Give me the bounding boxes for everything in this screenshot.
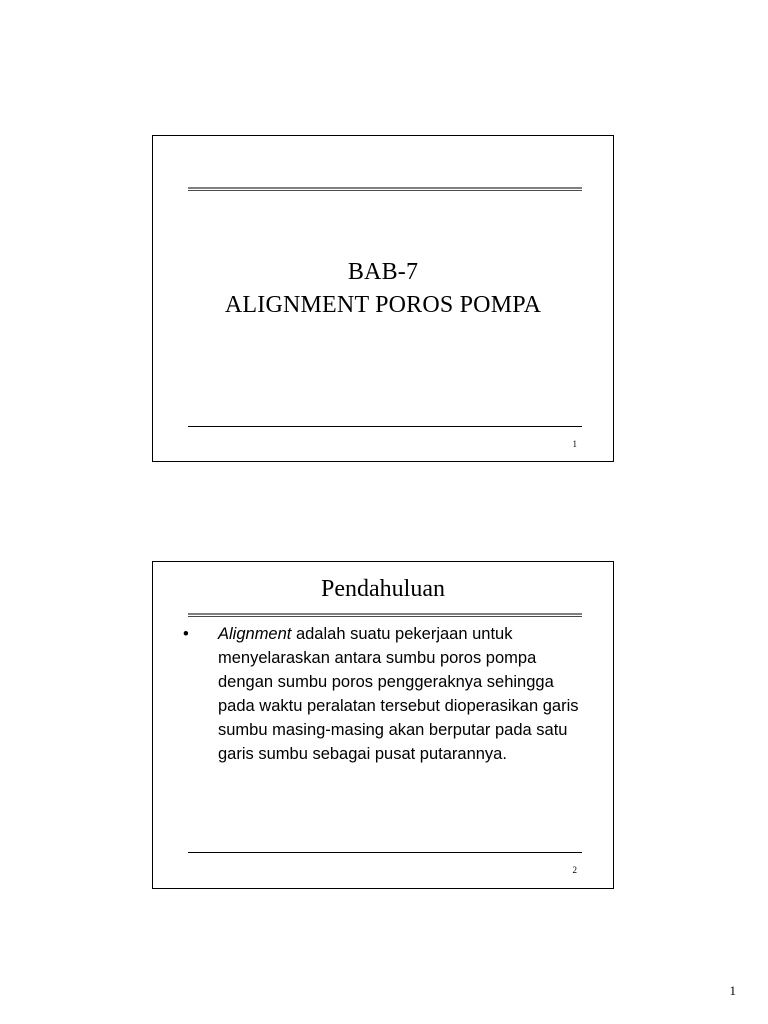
slide-number: 1	[572, 439, 577, 449]
slide-2	[152, 561, 614, 889]
page-number: 1	[729, 983, 736, 998]
title-divider-double	[188, 187, 582, 191]
chapter-label: BAB-7	[347, 259, 419, 285]
slide-number: 2	[572, 865, 577, 875]
slide-1	[152, 135, 614, 462]
bullet-emphasis: Alignment	[218, 625, 292, 643]
slide-title	[153, 256, 613, 322]
chapter-title: ALIGNMENT POROS POMPA	[224, 292, 542, 318]
bullet-text	[218, 622, 593, 766]
heading-divider-double	[188, 613, 582, 617]
bullet-item	[183, 622, 593, 766]
slide-heading: Pendahuluan	[321, 576, 445, 602]
footer-divider	[188, 426, 582, 427]
bullet-body: adalah suatu pekerjaan untuk menyelaraskan antara sumbu poros pompa dengan sumbu poros penggeraknya sehingga pada waktu peralatan tersebut dioperasikan garis sumbu masing-masing akan berputar pada satu garis sumbu sebagai pusat putarannya.	[218, 625, 579, 763]
footer-divider	[188, 852, 582, 853]
bullet-marker: •	[183, 625, 189, 643]
